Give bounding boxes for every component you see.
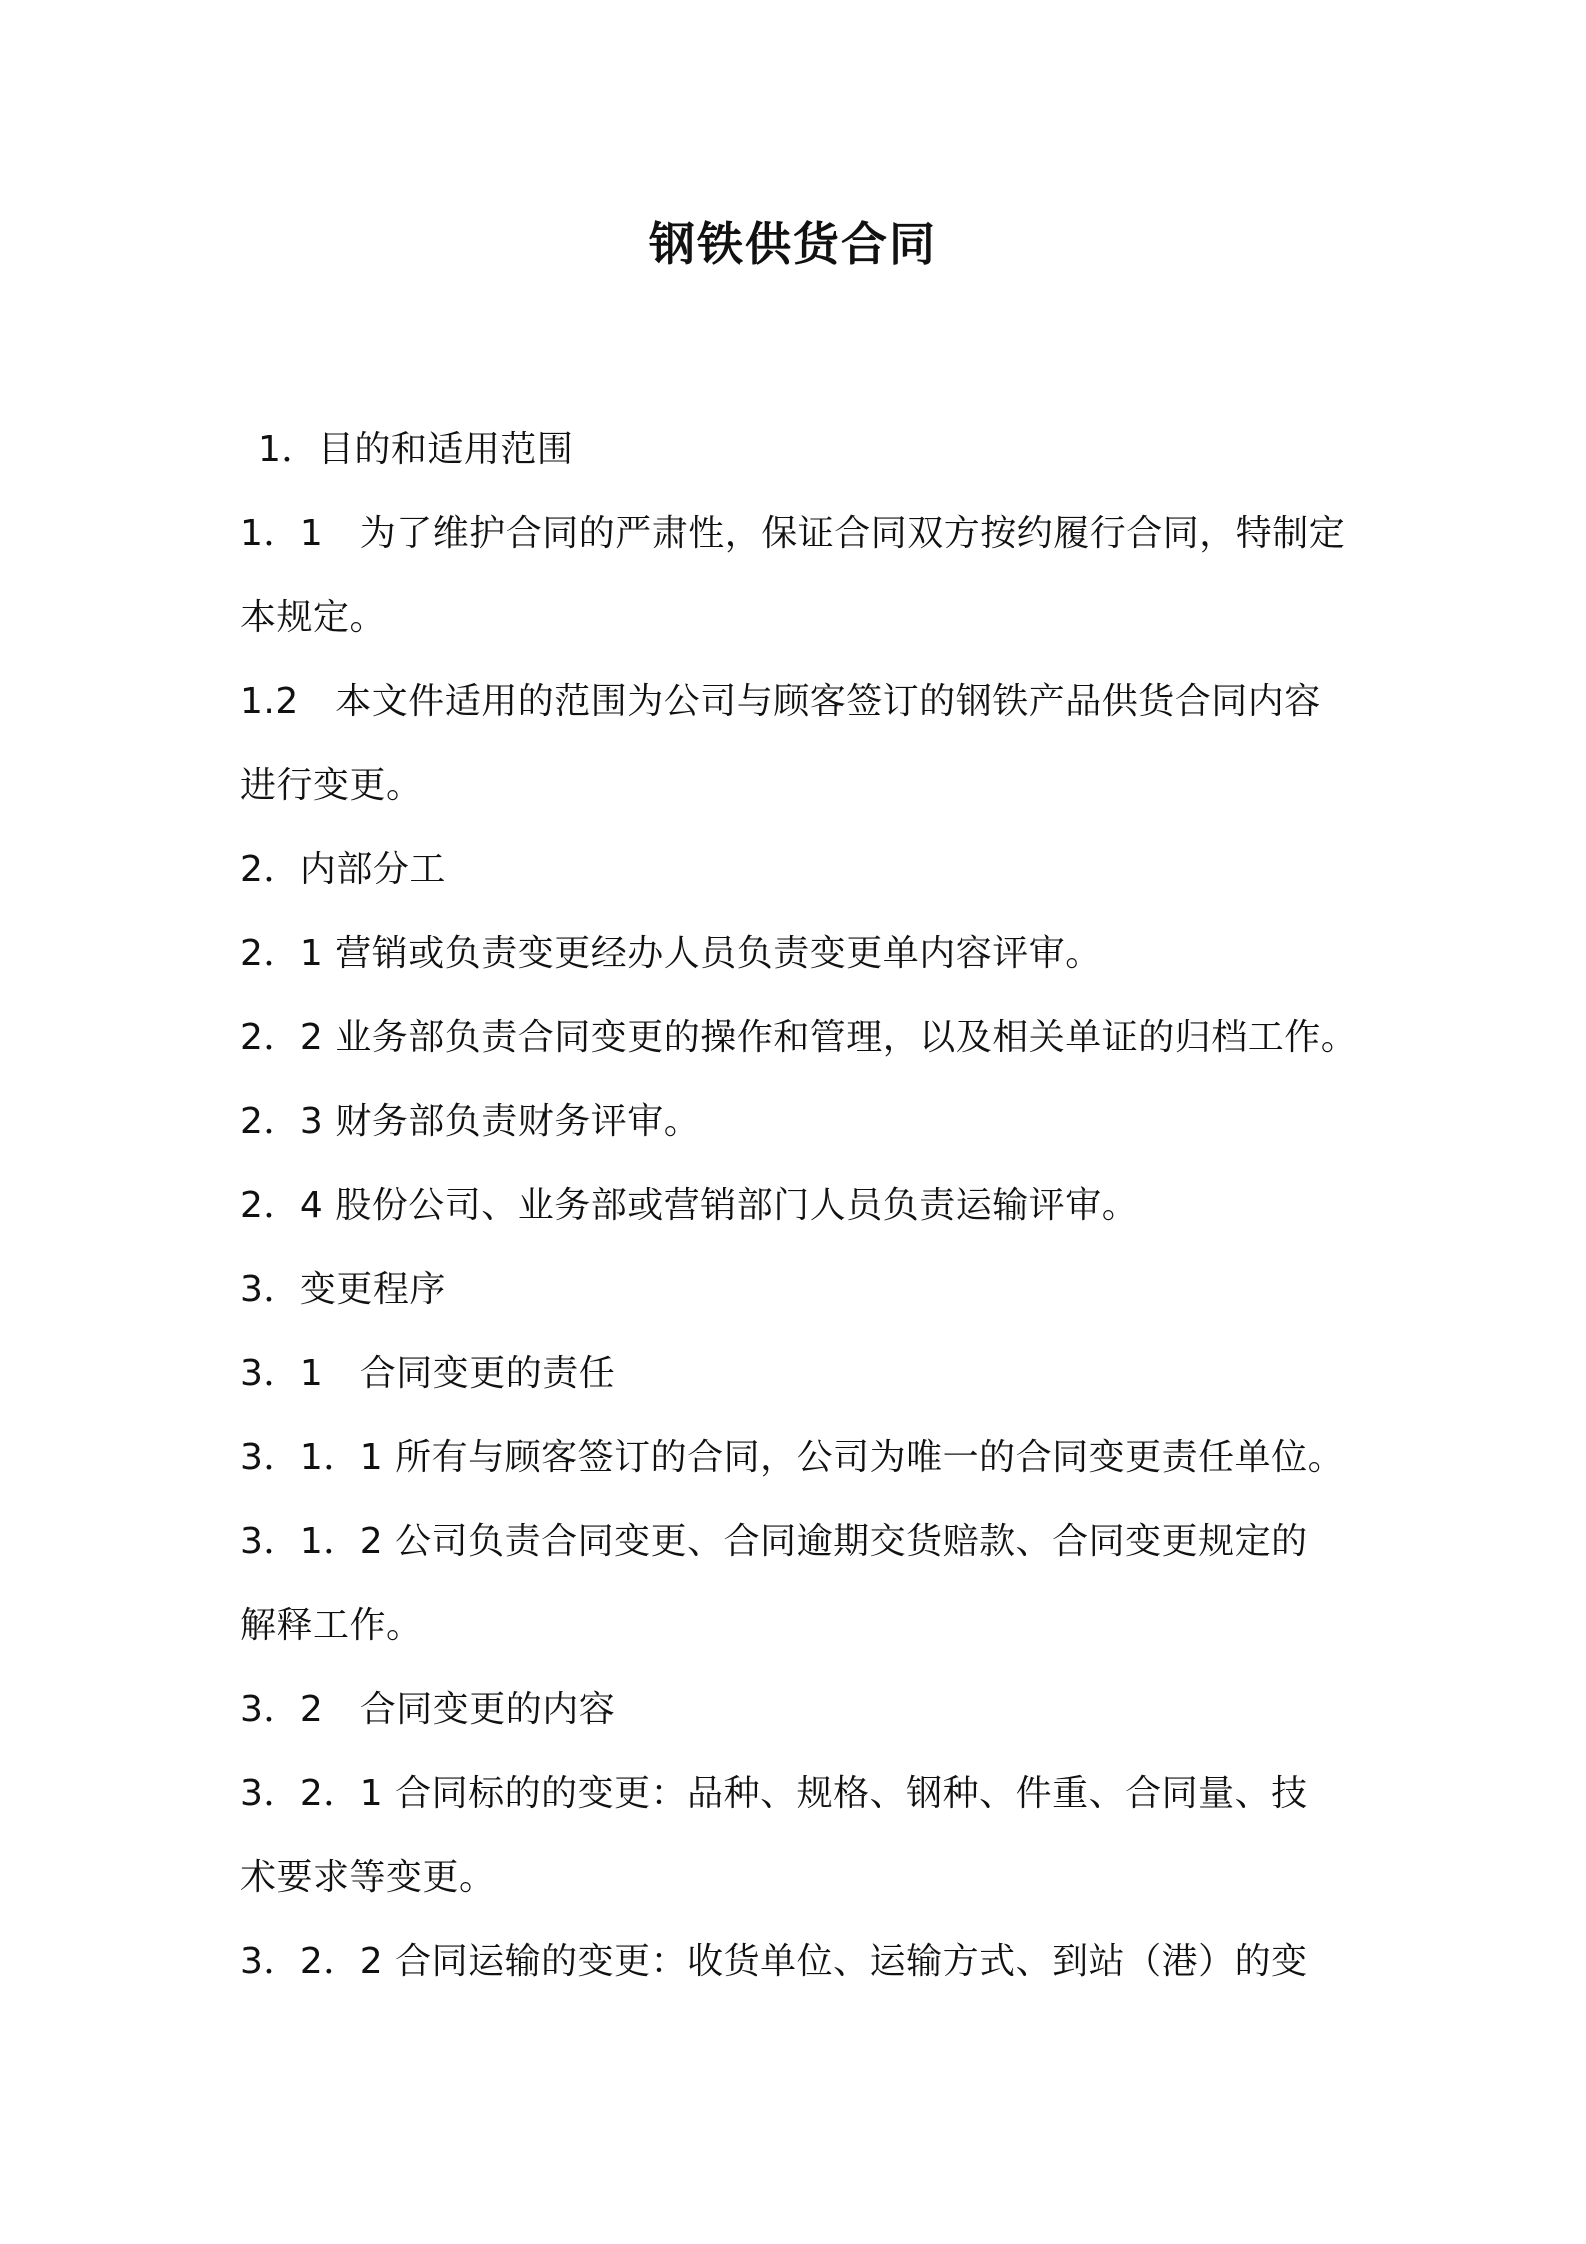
subsection-heading: 3．2 合同变更的内容	[240, 1689, 616, 1730]
paragraph-line: 3．1．2 公司负责合同变更、合同逾期交货赔款、合同变更规定的	[240, 1521, 1308, 1562]
paragraph-line: 3．1．1 所有与顾客签订的合同，公司为唯一的合同变更责任单位。	[240, 1437, 1345, 1478]
paragraph-line: 本规定。	[240, 597, 387, 638]
section-heading-2: 2．内部分工	[240, 849, 446, 890]
document-title: 钢铁供货合同	[649, 217, 937, 271]
paragraph-line: 术要求等变更。	[240, 1857, 496, 1898]
paragraph-line: 解释工作。	[240, 1605, 423, 1646]
paragraph-line: 2．4 股份公司、业务部或营销部门人员负责运输评审。	[240, 1185, 1139, 1226]
paragraph-line: 3．2．2 合同运输的变更：收货单位、运输方式、到站（港）的变	[240, 1941, 1308, 1982]
paragraph-line: 1．1 为了维护合同的严肃性，保证合同双方按约履行合同，特制定	[240, 513, 1346, 554]
document-body	[240, 408, 1410, 2004]
paragraph-line: 2．1 营销或负责变更经办人员负责变更单内容评审。	[240, 933, 1102, 974]
section-heading-1: 1．目的和适用范围	[258, 429, 574, 470]
section-heading-3: 3．变更程序	[240, 1269, 446, 1310]
paragraph-line: 3．2．1 合同标的的变更：品种、规格、钢种、件重、合同量、技	[240, 1773, 1308, 1814]
subsection-heading: 3．1 合同变更的责任	[240, 1353, 616, 1394]
paragraph-line: 1.2 本文件适用的范围为公司与顾客签订的钢铁产品供货合同内容	[240, 681, 1321, 722]
paragraph-line: 进行变更。	[240, 765, 423, 806]
paragraph-line: 2．2 业务部负责合同变更的操作和管理，以及相关单证的归档工作。	[240, 1017, 1358, 1058]
paragraph-line: 2．3 财务部负责财务评审。	[240, 1101, 701, 1142]
